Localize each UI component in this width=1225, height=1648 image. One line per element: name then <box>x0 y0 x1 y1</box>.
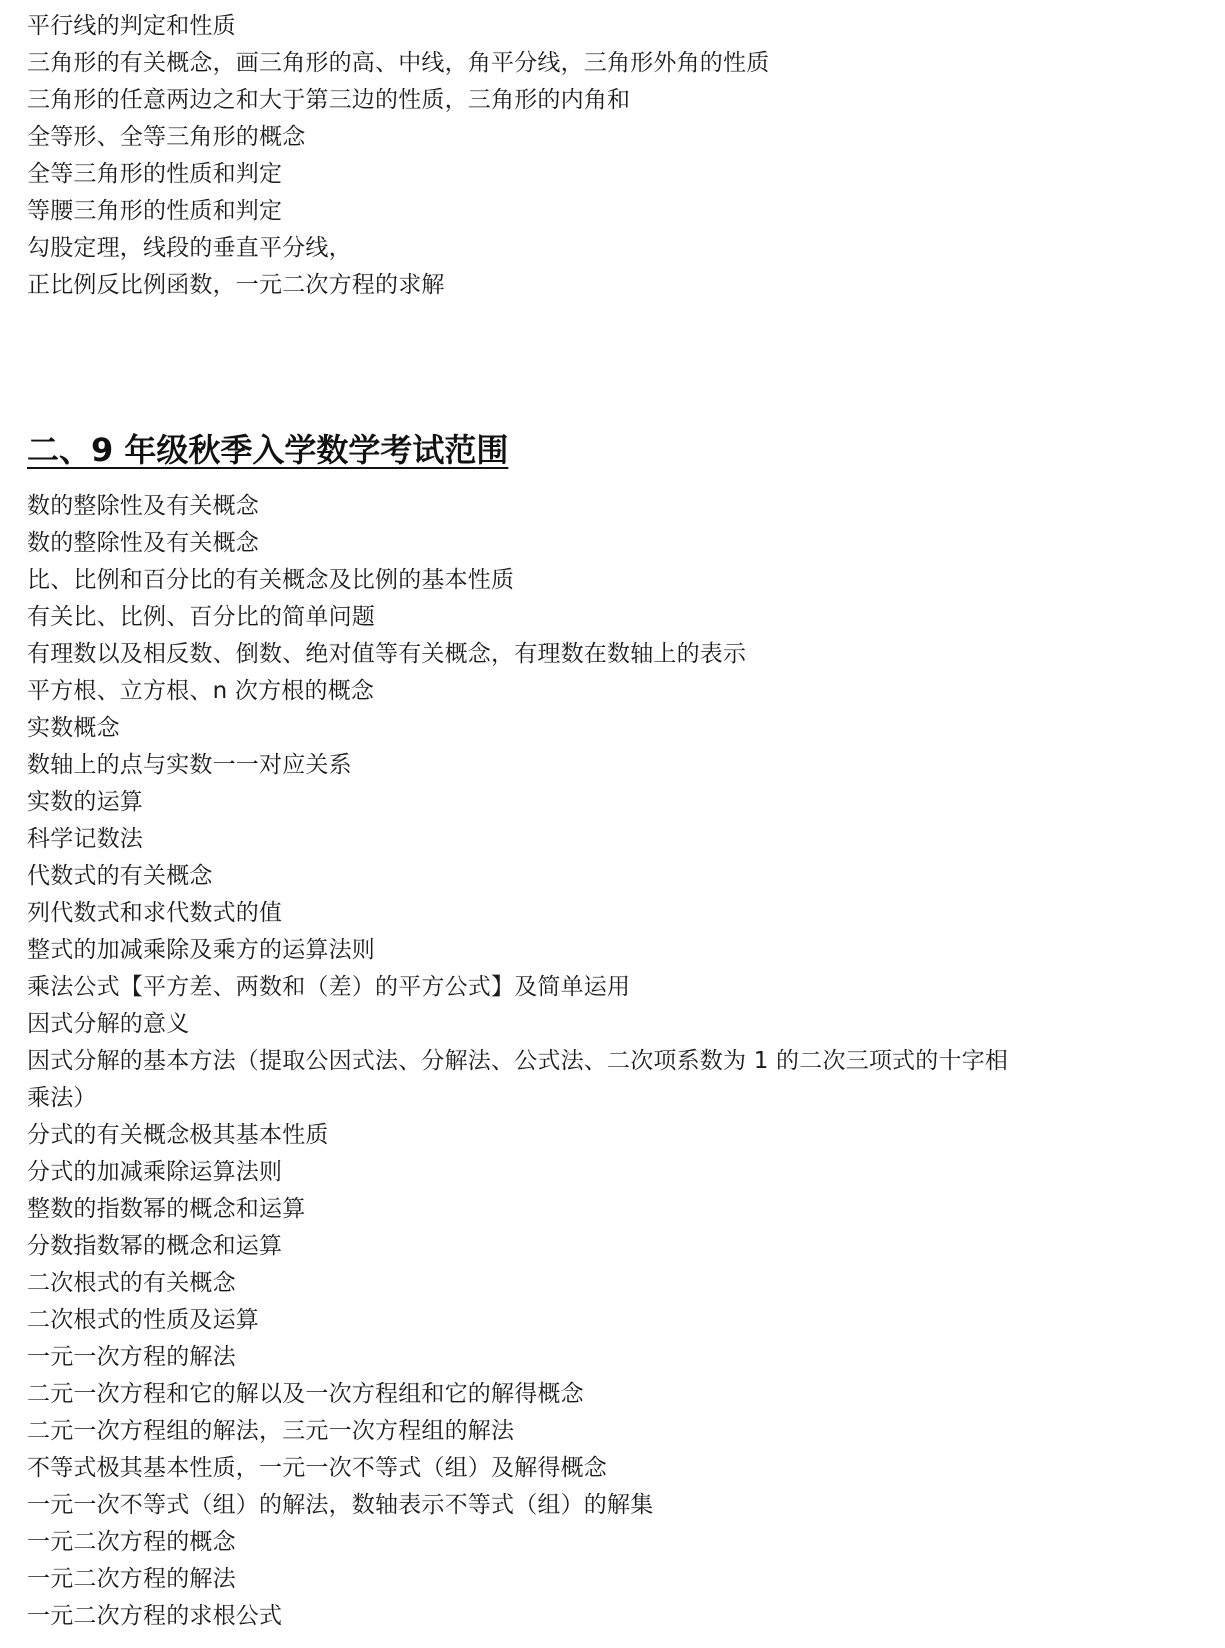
topic-item: 二次根式的性质及运算 <box>27 1307 259 1333</box>
topic-item: 三角形的任意两边之和大于第三边的性质，三角形的内角和 <box>27 87 631 113</box>
topic-item: 列代数式和求代数式的值 <box>27 900 283 926</box>
topic-item: 不等式极其基本性质，一元一次不等式（组）及解得概念 <box>27 1455 607 1481</box>
topic-item: 有理数以及相反数、倒数、绝对值等有关概念，有理数在数轴上的表示 <box>27 641 747 667</box>
topic-item: 全等形、全等三角形的概念 <box>27 124 306 150</box>
topic-item: 分数指数幂的概念和运算 <box>27 1233 283 1259</box>
topic-item: 二次根式的有关概念 <box>27 1270 236 1296</box>
topic-item: 正比例反比例函数，一元二次方程的求解 <box>27 272 445 298</box>
topic-item: 一元二次方程的求根公式 <box>27 1603 283 1629</box>
topic-item: 一元一次不等式（组）的解法，数轴表示不等式（组）的解集 <box>27 1492 654 1518</box>
topic-item: 乘法公式【平方差、两数和（差）的平方公式】及简单运用 <box>27 974 631 1000</box>
topic-item: 数的整除性及有关概念 <box>27 493 259 519</box>
topic-list-previous <box>27 8 769 304</box>
topic-item: 全等三角形的性质和判定 <box>27 161 283 187</box>
topic-item: 平行线的判定和性质 <box>27 13 236 39</box>
topic-item: 数的整除性及有关概念 <box>27 530 259 556</box>
topic-item: 比、比例和百分比的有关概念及比例的基本性质 <box>27 567 515 593</box>
topic-item: 因式分解的意义 <box>27 1011 190 1037</box>
topic-item: 等腰三角形的性质和判定 <box>27 198 283 224</box>
topic-item: 代数式的有关概念 <box>27 863 213 889</box>
topic-item: 一元一次方程的解法 <box>27 1344 236 1370</box>
topic-item: 一元二次方程的概念 <box>27 1529 236 1555</box>
topic-list-grade9 <box>27 488 1017 1635</box>
topic-item: 实数概念 <box>27 715 120 741</box>
topic-item: 实数的运算 <box>27 789 143 815</box>
topic-item: 三角形的有关概念，画三角形的高、中线，角平分线，三角形外角的性质 <box>27 50 770 76</box>
topic-item: 分式的有关概念极其基本性质 <box>27 1122 329 1148</box>
topic-item: 有关比、比例、百分比的简单问题 <box>27 604 375 630</box>
topic-item: 因式分解的基本方法（提取公因式法、分解法、公式法、二次项系数为 1 的二次三项式的十字相乘法） <box>27 1048 1009 1111</box>
topic-item: 二元一次方程组的解法，三元一次方程组的解法 <box>27 1418 515 1444</box>
section-heading: 二、9 年级秋季入学数学考试范围 <box>27 431 509 469</box>
topic-item: 分式的加减乘除运算法则 <box>27 1159 283 1185</box>
topic-item: 科学记数法 <box>27 826 143 852</box>
topic-item: 二元一次方程和它的解以及一次方程组和它的解得概念 <box>27 1381 584 1407</box>
topic-item: 平方根、立方根、n 次方根的概念 <box>27 678 375 704</box>
topic-item: 整式的加减乘除及乘方的运算法则 <box>27 937 375 963</box>
topic-item: 一元二次方程的解法 <box>27 1566 236 1592</box>
topic-item: 勾股定理，线段的垂直平分线， <box>27 235 352 261</box>
topic-item: 数轴上的点与实数一一对应关系 <box>27 752 352 778</box>
topic-item: 整数的指数幂的概念和运算 <box>27 1196 306 1222</box>
